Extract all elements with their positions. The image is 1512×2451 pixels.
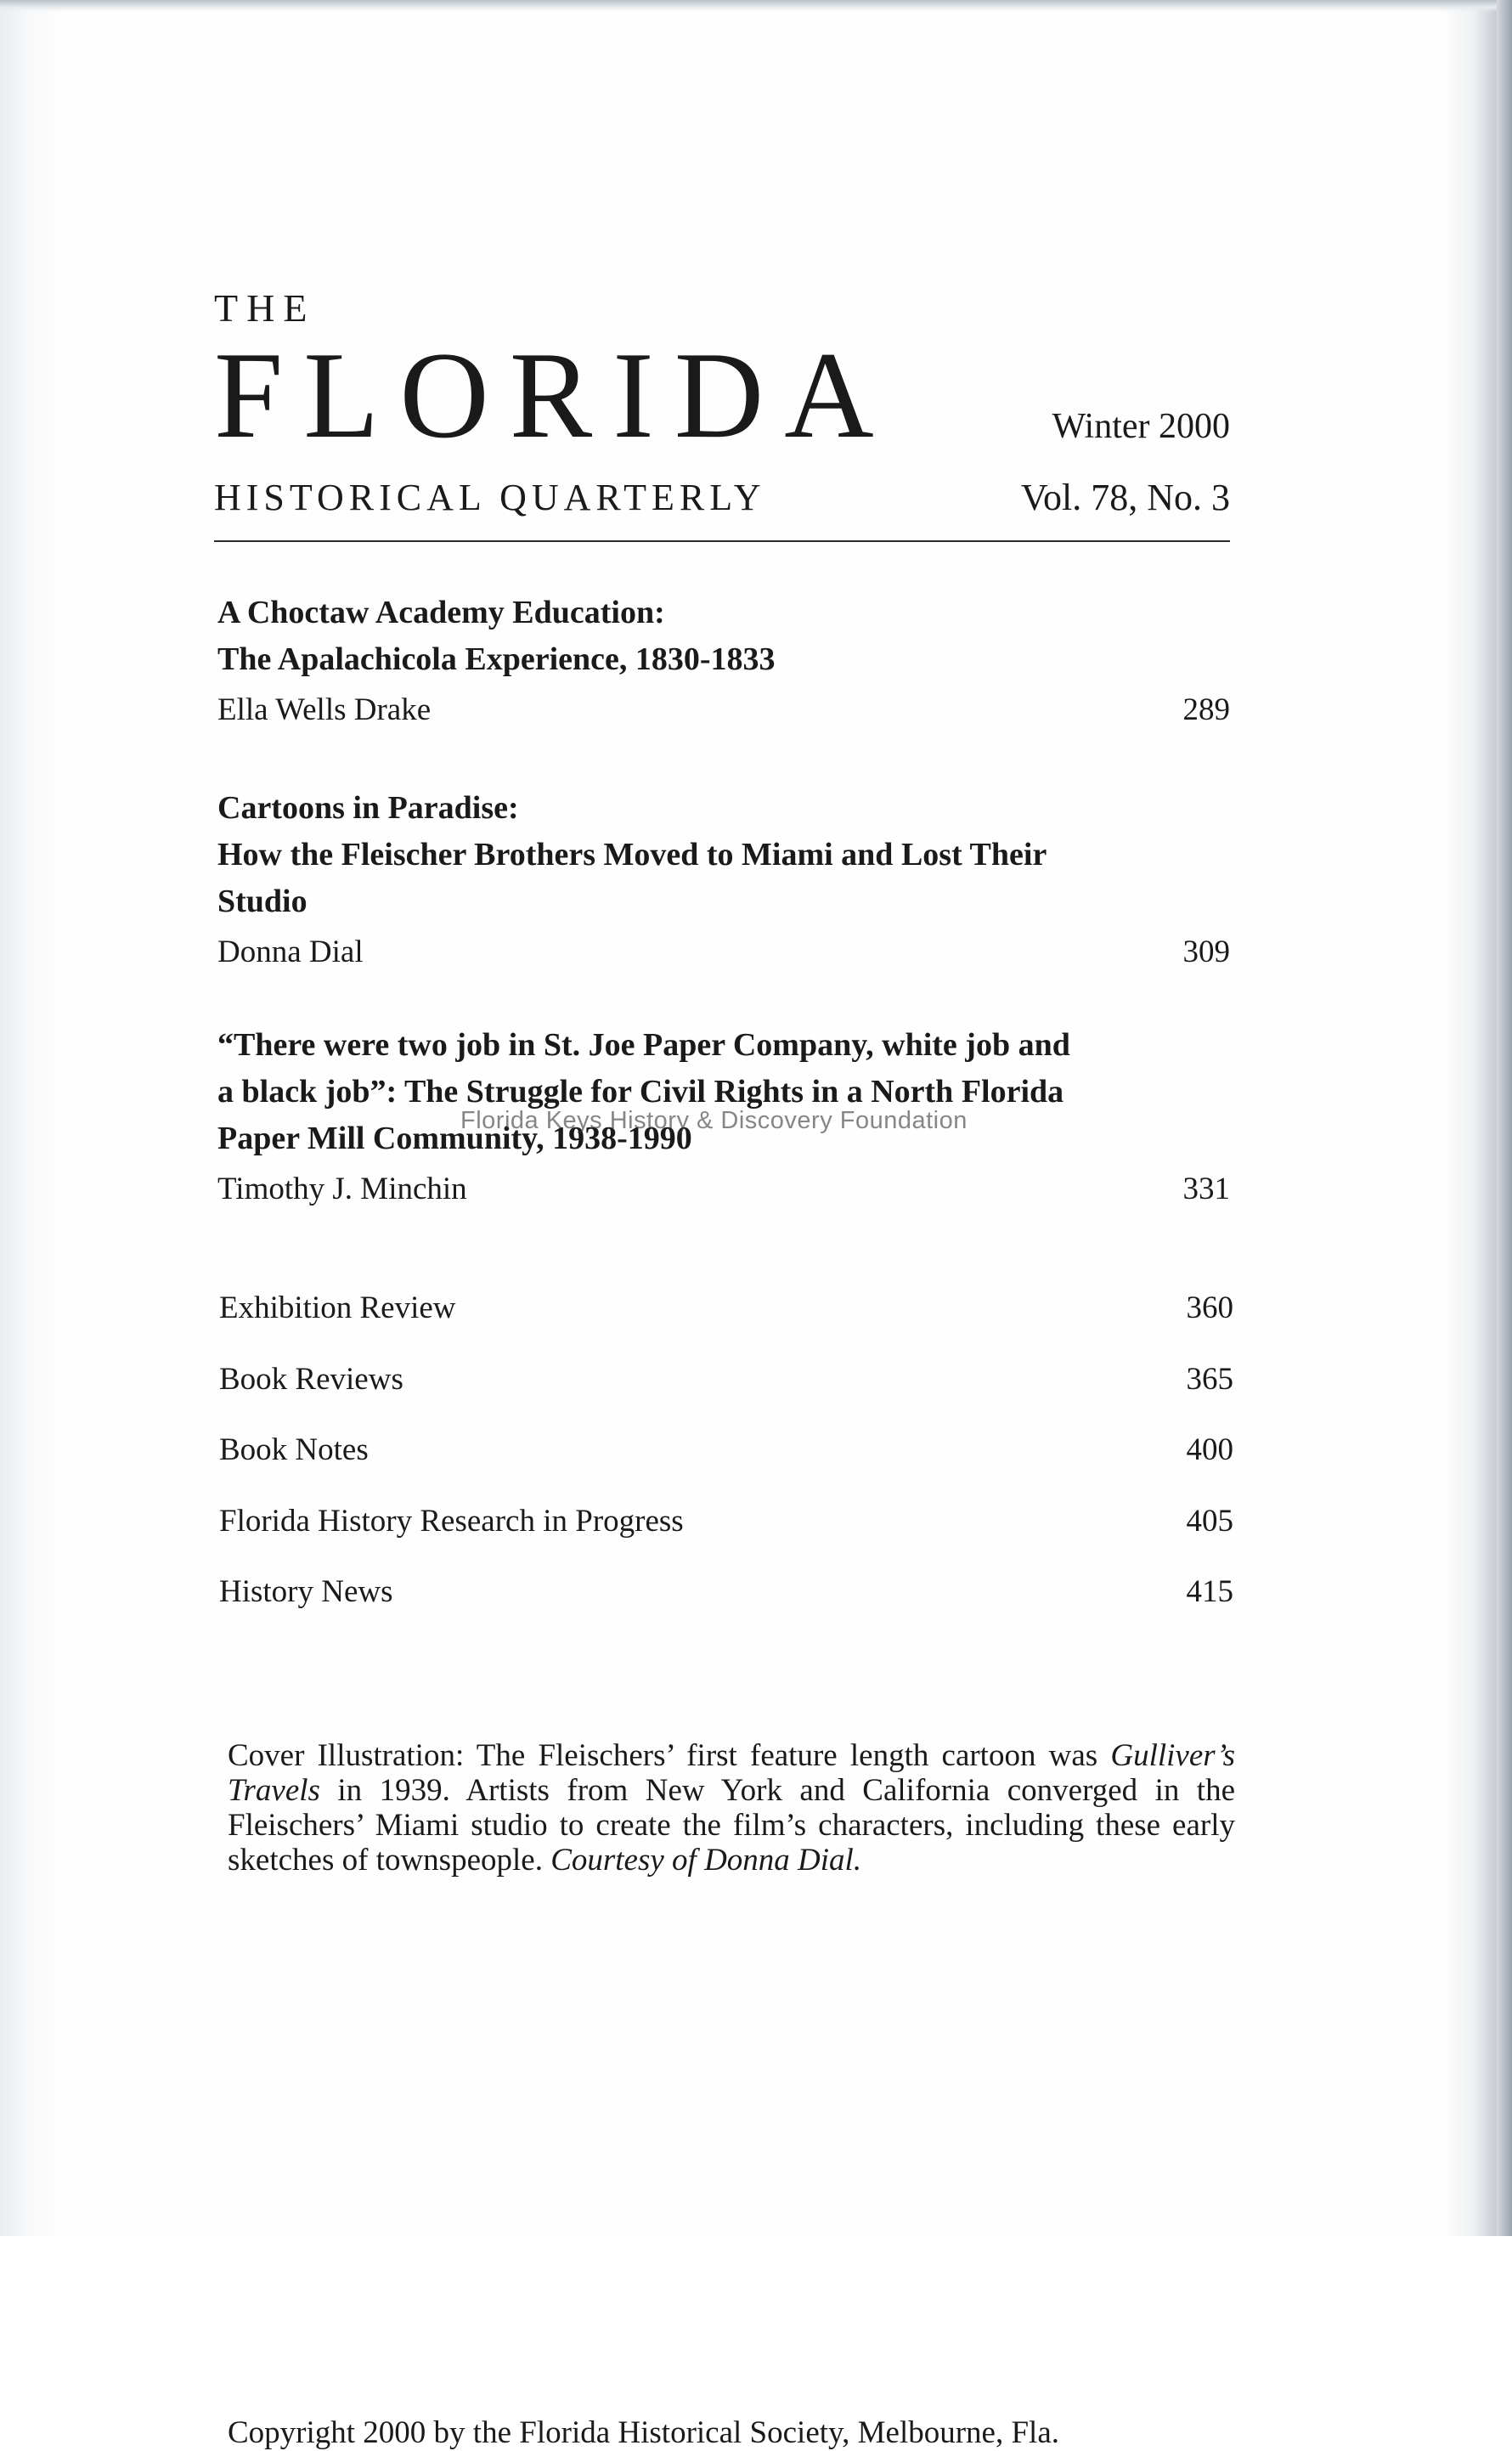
cover-illustration-note (228, 1738, 1235, 1878)
masthead-the: THE (214, 286, 316, 330)
cover-note-text: in 1939. Artists from New York and California converged in the Fleischers’ Miami studio to create the film’s characters, including these early sketches of townspeople. (228, 1773, 1235, 1878)
issue-volume: Vol. 78, No. 3 (1020, 477, 1230, 518)
cover-note-courtesy: Courtesy of Donna Dial. (550, 1843, 862, 1878)
article-title (217, 785, 1230, 925)
article-title-line: A Choctaw Academy Education: (217, 595, 665, 630)
article-entry (217, 590, 1230, 728)
scan-right-edge (1497, 0, 1512, 2236)
article-page: 289 (1182, 692, 1230, 727)
section-page: 365 (1186, 1361, 1233, 1397)
copyright-line: Copyright 2000 by the Florida Historical Society, Melbourne, Fla. (228, 2415, 1060, 2450)
section-entry (219, 1361, 1233, 1432)
section-label: History News (219, 1574, 393, 1609)
section-label: Exhibition Review (219, 1290, 456, 1325)
masthead-historical-quarterly: HISTORICAL QUARTERLY (214, 477, 766, 518)
section-entry (219, 1573, 1233, 1645)
section-page: 360 (1186, 1290, 1233, 1325)
article-title-line: The Apalachicola Experience, 1830-1833 (217, 641, 776, 677)
article-title-line: a black job”: The Struggle for Civil Rights in a North Florida (217, 1074, 1064, 1110)
section-entry (219, 1432, 1233, 1503)
article-author: Donna Dial (217, 935, 364, 969)
article-title-line: Paper Mill Community, 1938-1990 (217, 1121, 692, 1156)
article-page: 309 (1182, 935, 1230, 969)
section-label: Florida History Research in Progress (219, 1503, 684, 1539)
article-title (217, 590, 1230, 683)
article-meta (217, 934, 1230, 970)
section-page: 415 (1186, 1574, 1233, 1609)
article-meta (217, 692, 1230, 728)
article-author: Ella Wells Drake (217, 692, 432, 727)
section-page: 405 (1186, 1503, 1233, 1539)
article-page: 331 (1182, 1172, 1230, 1206)
section-label: Book Notes (219, 1432, 369, 1467)
article-entry (217, 785, 1230, 970)
masthead-florida: FLORIDA (214, 326, 894, 464)
section-page: 400 (1186, 1432, 1233, 1467)
article-title-line: Cartoons in Paradise: (217, 790, 519, 826)
issue-season: Winter 2000 (1052, 407, 1230, 446)
section-list (219, 1290, 1233, 1645)
masthead-rule (214, 540, 1230, 542)
article-meta (217, 1171, 1230, 1207)
section-entry (219, 1503, 1233, 1574)
cover-note-lead: Cover Illustration: The Fleischers’ first feature length cartoon was (228, 1738, 1098, 1773)
article-title-line: Studio (217, 884, 307, 919)
section-label: Book Reviews (219, 1361, 403, 1397)
section-entry (219, 1290, 1233, 1361)
article-author: Timothy J. Minchin (217, 1172, 467, 1206)
watermark-text: Florida Keys History & Discovery Foundation (460, 1107, 968, 1134)
article-title (217, 1022, 1230, 1162)
article-title-line: “There were two job in St. Joe Paper Company, white job and (217, 1027, 1070, 1063)
article-title-line: How the Fleischer Brothers Moved to Miami and Lost Their (217, 837, 1047, 873)
cover-note-film-title: Gulliver’s Travels (228, 1738, 1236, 1808)
